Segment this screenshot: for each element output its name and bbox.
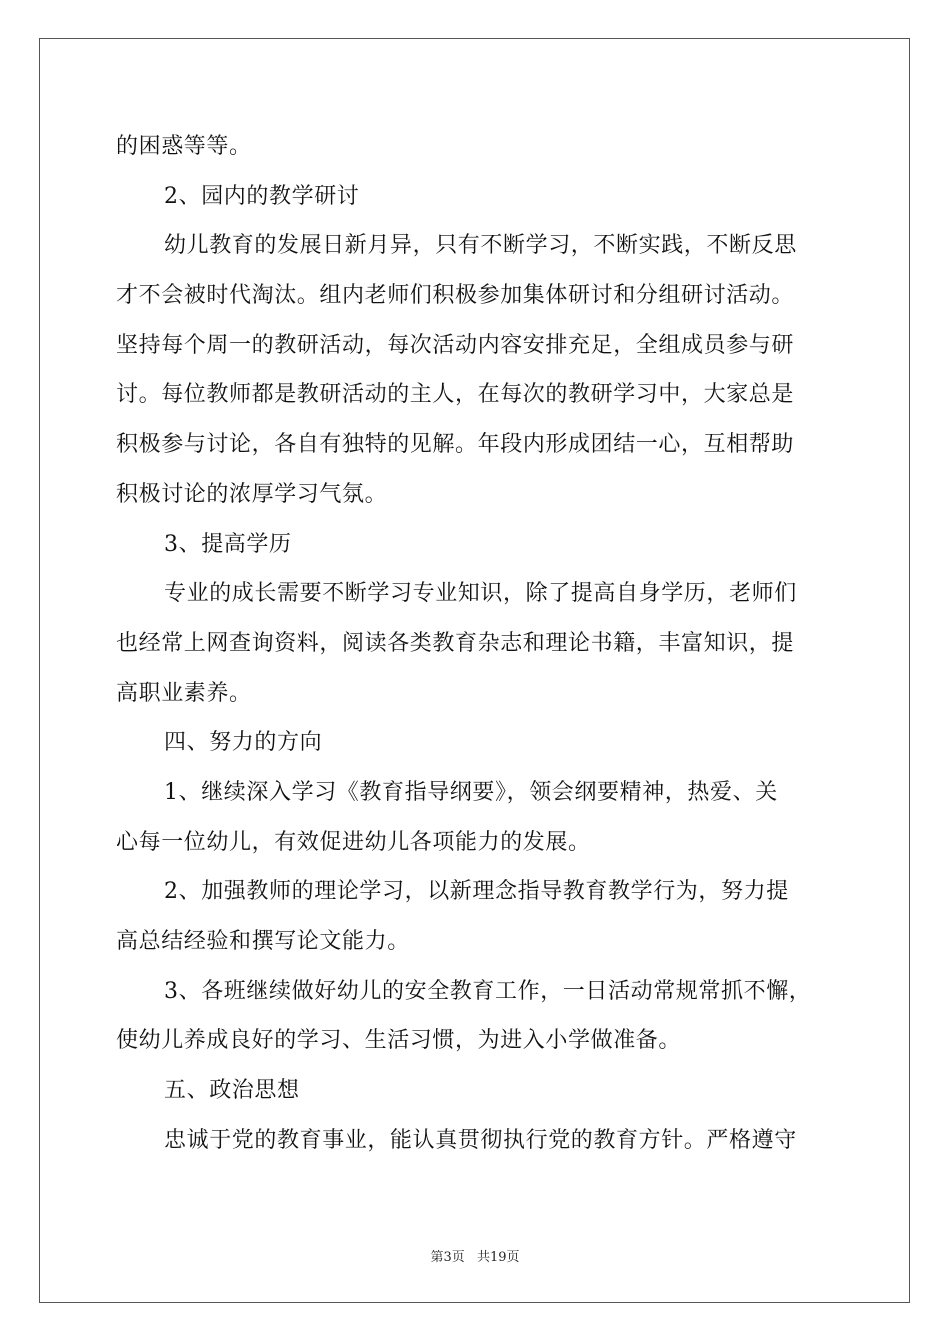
section-heading-politics: 五、政治思想	[164, 1078, 300, 1104]
section-heading-education: 3、提高学历	[164, 531, 292, 557]
section-heading-teaching-seminar: 2、园内的教学研讨	[164, 183, 360, 209]
text-line-7: 积极参与讨论，各自有独特的见解。年段内形成团结一心，互相帮助	[116, 432, 795, 458]
section-heading-direction: 四、努力的方向	[164, 730, 323, 756]
text-line-8: 积极讨论的浓厚学习气氛。	[116, 481, 388, 507]
text-line-18: 3、各班继续做好幼儿的安全教育工作，一日活动常规常抓不懈，	[164, 978, 812, 1004]
text-line-21: 忠诚于党的教育事业，能认真贯彻执行党的教育方针。严格遵守	[164, 1127, 797, 1153]
text-line-5: 坚持每个周一的教研活动，每次活动内容安排充足，全组成员参与研	[116, 332, 795, 358]
text-line-16: 2、加强教师的理论学习，以新理念指导教育教学行为，努力提	[164, 879, 789, 905]
text-line-19: 使幼儿养成良好的学习、生活习惯，为进入小学做准备。	[116, 1028, 682, 1054]
text-line-3: 幼儿教育的发展日新月异，只有不断学习，不断实践，不断反思	[164, 233, 797, 259]
text-line-17: 高总结经验和撰写论文能力。	[116, 929, 410, 954]
text-line-1: 的困惑等等。	[116, 134, 252, 159]
page-footer	[0, 1246, 950, 1265]
text-line-4: 才不会被时代淘汰。组内老师们积极参加集体研讨和分组研讨活动。	[116, 283, 795, 309]
text-line-6: 讨。每位教师都是教研活动的主人，在每次的教研学习中，大家总是	[116, 382, 795, 408]
document-body	[116, 122, 836, 1165]
page-total: 共19页	[476, 1250, 520, 1265]
text-line-15: 心每一位幼儿，有效促进幼儿各项能力的发展。	[116, 829, 591, 855]
page-number: 第3页	[430, 1250, 465, 1265]
text-line-12: 高职业素养。	[116, 680, 252, 706]
text-line-11: 也经常上网查询资料，阅读各类教育杂志和理论书籍，丰富知识，提	[116, 630, 795, 656]
text-line-14: 1、继续深入学习《教育指导纲要》，领会纲要精神，热爱、关	[164, 779, 778, 805]
text-line-10: 专业的成长需要不断学习专业知识，除了提高自身学历，老师们	[164, 581, 797, 607]
